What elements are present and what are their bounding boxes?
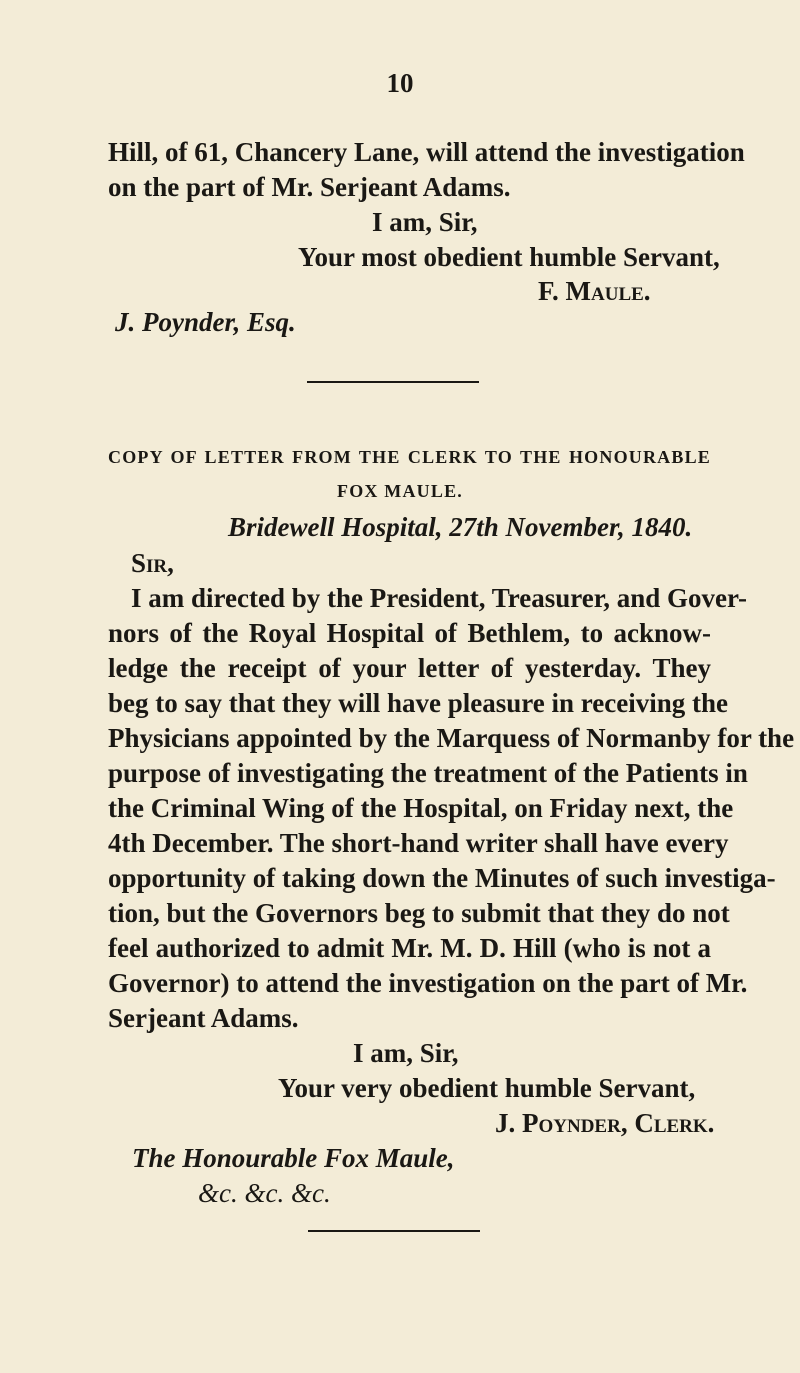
body-line: tion, but the Governors beg to submit that they do not (108, 898, 730, 928)
valediction: Your most obedient humble Servant, (298, 242, 720, 272)
body-line: the Criminal Wing of the Hospital, on Friday next, the (108, 793, 734, 823)
body-line: on the part of Mr. Serjeant Adams. (108, 172, 511, 202)
valediction: Your very obedient humble Servant, (278, 1073, 696, 1103)
body-line: ledge the receipt of your letter of yesterday. They (108, 653, 711, 683)
body-line: nors of the Royal Hospital of Bethlem, to acknow- (108, 618, 711, 648)
body-line: Serjeant Adams. (108, 1003, 299, 1033)
body-line: I am directed by the President, Treasurer, and Gover- (131, 583, 747, 613)
body-line: beg to say that they will have pleasure in receiving the (108, 688, 728, 718)
closing: I am, Sir, (353, 1038, 459, 1068)
signature-name: J. Poynder, Clerk. (495, 1108, 715, 1138)
end-divider (308, 1230, 480, 1232)
body-line: feel authorized to admit Mr. M. D. Hill (who is not a (108, 933, 711, 963)
body-line: 4th December. The short-hand writer shall have every (108, 828, 729, 858)
heading-line: FOX MAULE. (337, 481, 463, 501)
signature (495, 1107, 714, 1139)
dateline: Bridewell Hospital, 27th November, 1840. (228, 512, 693, 542)
signature: F. Maule. (538, 276, 651, 306)
body-line: Governor) to attend the investigation on the part of Mr. (108, 968, 748, 998)
section-divider (307, 381, 479, 383)
body-line: purpose of investigating the treatment of the Patients in (108, 758, 748, 788)
body-line: opportunity of taking down the Minutes of such investiga- (108, 863, 776, 893)
addressee: J. Poynder, Esq. (115, 307, 296, 337)
salutation: Sir, (131, 548, 174, 578)
page-number: 10 (386, 68, 414, 98)
closing: I am, Sir, (372, 207, 478, 237)
body-line: Hill, of 61, Chancery Lane, will attend the investigation (108, 137, 745, 167)
heading-line: COPY OF LETTER FROM THE CLERK TO THE HONOURABLE (108, 447, 711, 467)
etc: &c. &c. &c. (198, 1178, 331, 1208)
addressee: The Honourable Fox Maule, (132, 1143, 455, 1173)
body-line: Physicians appointed by the Marquess of Normanby for the (108, 723, 795, 753)
